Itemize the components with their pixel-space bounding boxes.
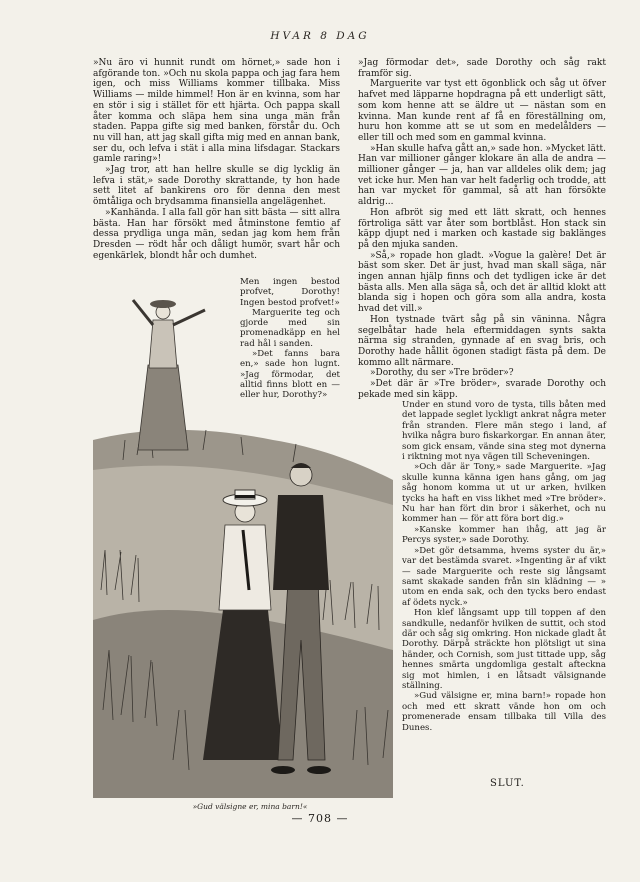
- paragraph: »Han skulle hafva gått an,» sade hon. »Mycket lätt. Han var millioner gånger klokare än alla de andra — millioner gånger — ja, han var alldeles olik dem; jag vet icke hur. Men han var helt faderlig och trodde, att han var mycket för gammal, så att han försökte aldrig...: [358, 143, 606, 208]
- paragraph: Marguerite var tyst ett ögonblick och såg ut öfver hafvet med läpparne hopdragna på ett underligt sätt, som kom henne att se äldre ut — nästan som en kvinna. Man kunde rent af få en föreställning om, huru hon komme att se ut som en medelålders — eller till och med som en gammal kvinna.: [358, 79, 606, 143]
- paragraph: Hon klef långsamt upp till toppen af den sandkulle, nedanför hvilken de suttit, och stod där och såg sig omkring. Hon nickade gladt åt Dorothy. Därpå sträckte hon plötsligt ut sina händer, och Cornish, som just tittade upp, såg hennes smärta ungdomliga gestalt afteckna sig mot himlen, i en låtsadt välsignande ställning.: [402, 608, 606, 691]
- paragraph: Men ingen bestod profvet, Dorothy! Ingen bestod profvet!»: [240, 277, 340, 308]
- paragraph: »Det där är »Tre bröder», svarade Dorothy och pekade med sin käpp.: [358, 379, 606, 400]
- paragraph: »Jag förmodar det», sade Dorothy och såg rakt framför sig.: [358, 58, 606, 79]
- dune-illustration: [93, 290, 393, 798]
- paragraph: »Det gör detsamma, hvems syster du är,» var det bestämda svaret. »Ingenting är af vikt — sade Marguerite och reste sig långsamt samt skakade sanden från sin klädning — » utom en enda sak, och den tycks bero endast af ödets nyck.»: [402, 545, 606, 608]
- page-number: — 708 —: [291, 812, 349, 825]
- illustration-caption: »Gud välsigne er, mina barn!«: [192, 802, 308, 811]
- paragraph: »Jag tror, att han hellre skulle se dig lycklig än lefva i stät,» sade Dorothy skrattande, ty hon hade sett litet af bankirens oro för denna den mest ömtåliga och brydsamma finansiella angelägenhet.: [93, 165, 340, 208]
- paragraph: Hon tystnade tvärt såg på sin väninna. Några segelbåtar hade hela eftermiddagen synts sakta närma sig stranden, gynnade af en svag bris, och Dorothy hade hållit ögonen stadigt fästa på dem. De kommo allt närmare.: [358, 314, 606, 368]
- paragraph: Under en stund voro de tysta, tills båten med det lappade seglet lyckligt ankrat några meter från stranden. Flere män stego i land, af hvilka några buro fiskarkorgar. En annan äter, som gick ensam, vände sina steg mot dynerna i riktning mot nya vägen till Scheveningen.: [402, 400, 606, 463]
- paragraph: »Så,» ropade hon gladt. »Vogue la galère! Det är bäst som sker. Det är just, hvad man skall säga, när ingen annan hjälp finns och det tydligen icke är det bästa alls. Men alla säga så, och det är alltid klokt att blanda sig i hopen och göra som alla andra, kosta hvad det vill.»: [358, 250, 606, 315]
- end-mark: SLUT.: [490, 778, 525, 789]
- paragraph: »Gud välsigne er, mina barn!» ropade hon och med ett skratt vände hon om och promenerade ensam tillbaka till Villa des Dunes.: [402, 691, 606, 733]
- paragraph: »Och där är Tony,» sade Marguerite. »Jag skulle kunna känna igen hans gång, om jag såg honom komma ut ut ur arken, hvilken tycks ha haft en viss likhet med »Tre bröder». Nu har han fört din bror i säkerhet, och nu kommer han — för att föra bort dig.»: [402, 462, 606, 525]
- running-head: HVAR 8 DAG: [270, 30, 370, 42]
- paragraph: Hon afbröt sig med ett lätt skratt, och hennes förtroliga sätt var åter som bortblåst. Hon stack sin käpp djupt ned i marken och kastade sig baklänges på den mjuka sanden.: [358, 207, 606, 250]
- right-column-top: [358, 58, 606, 398]
- paragraph: »Kanhända. I alla fall gör han sitt bästa — sitt allra bästa. Han har försökt med åtminstone femtio af dessa prydliga unga män, sedan jag kom hem från Dresden — rödt hår och dåligt humör, svart hår och egenkärlek, blondt hår och dumhet.: [93, 207, 340, 261]
- left-column-top: [93, 58, 340, 288]
- paragraph: »Nu äro vi hunnit rundt om hörnet,» sade hon i afgörande ton. »Och nu skola pappa och jag fara hem igen, och miss Williams kommer tillbaka. Miss Williams — milde himmel! Hon är en kvinna, som har en stör i sig i stället för ett hjärta. Och pappa skall åter komma och släpa hem sina unga män från staden. Pappa gifte sig med banken, förstår du. Och nu vill han, att jag skall gifta mig med en annan bank, ser du, och lefva i stät i alla mina lifsdagar. Stackars gamle raring»!: [93, 58, 340, 165]
- paragraph: Marguerite teg och gjorde med sin promenadkäpp en hel rad hål i sanden.: [240, 307, 340, 349]
- paragraph: »Kanske kommer han ihåg, att jag är Percys syster,» sade Dorothy.: [402, 524, 606, 546]
- paragraph: »Dorothy, du ser »Tre bröder»?: [370, 368, 514, 379]
- woman-on-dune: [133, 300, 205, 450]
- paragraph: »Det fanns bara en,» sade hon lugnt. »Jag förmodar, det alltid finns blott en — eller hur, Dorothy?»: [240, 349, 340, 401]
- right-column-wrap: [402, 400, 606, 760]
